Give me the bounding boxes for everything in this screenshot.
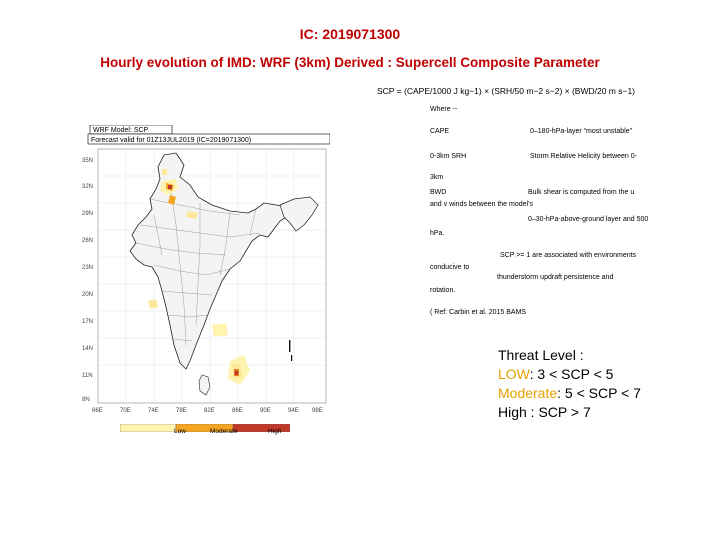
lon-label: 70E (120, 408, 131, 414)
threat-high-label: High (498, 404, 527, 420)
scp-map-svg (80, 125, 330, 415)
colorbar-moderate-label: Moderate (210, 428, 238, 435)
lon-label: 86E (232, 408, 243, 414)
lon-labels (92, 408, 323, 414)
lat-label: 32N (82, 184, 94, 190)
threat-level-block (498, 346, 713, 426)
lat-label: 14N (82, 346, 94, 352)
colorbar (120, 419, 290, 427)
colorbar-high-label: High (268, 428, 282, 435)
threat-moderate-range: : 5 < SCP < 7 (557, 385, 641, 401)
threat-low-range: : 3 < SCP < 5 (529, 366, 614, 382)
scp-map (80, 125, 330, 415)
lat-label: 11N (82, 373, 93, 379)
bwd-term: BWD (430, 189, 447, 196)
lat-label: 29N (82, 211, 94, 217)
reference: ( Ref: Carbin et al. 2015 BAMS (430, 309, 527, 316)
threat-high-range: : SCP > 7 (526, 404, 591, 420)
bwd-desc: Bulk shear is computed from the u (528, 189, 635, 196)
main-title: Hourly evolution of IMD: WRF (3km) Derived : Supercell Composite Parameter (100, 55, 600, 70)
lon-label: 82E (204, 408, 215, 414)
lat-label: 8N (82, 397, 90, 403)
scp-note-line3: thunderstorm updraft persistence and (497, 274, 614, 281)
lon-label: 78E (176, 408, 187, 414)
bwd-line4: hPa. (430, 230, 445, 237)
scp-note-line2: conducive to (430, 264, 470, 271)
lon-label: 94E (288, 408, 299, 414)
scp-formula: SCP = (CAPE/1000 J kg−1) × (SRH/50 m−2 s−2) × (BWD/20 m s−1) (377, 86, 636, 96)
ic-title: IC: 2019071300 (299, 26, 401, 42)
colorbar-low-label: Low (174, 428, 186, 435)
threat-low (498, 365, 613, 383)
forecast-label: Forecast valid for 01Z13JUL2019 (IC=2019071300) (91, 137, 252, 144)
colorbar-svg (120, 424, 290, 432)
scp-note-line1: SCP >= 1 are associated with environments (500, 252, 637, 259)
scp-note-line4: rotation. (430, 287, 456, 294)
lat-label: 35N (82, 158, 94, 164)
lat-label: 26N (82, 238, 94, 244)
lon-label: 74E (148, 408, 159, 414)
lat-label: 20N (82, 292, 94, 298)
lat-label: 23N (82, 265, 94, 271)
lat-labels (82, 158, 93, 403)
lon-label: 98E (312, 408, 323, 414)
srh-term: 0-3km SRH (430, 153, 467, 160)
srh-desc: Storm Relative Helicity between 0- (530, 153, 637, 160)
lon-label: 90E (260, 408, 271, 414)
model-label: WRF Model: SCP (93, 127, 149, 134)
cape-desc: 0–180-hPa-layer “most unstable” (530, 128, 632, 135)
where-label: Where -- (430, 106, 458, 113)
lon-label: 66E (92, 408, 103, 414)
bwd-line2: and v winds between the model’s (430, 201, 533, 208)
threat-moderate (498, 384, 641, 402)
threat-moderate-label: Moderate (498, 385, 558, 401)
cape-term: CAPE (430, 128, 450, 135)
threat-high (498, 403, 591, 421)
bwd-line3: 0–30-hPa-above-ground layer and 500 (528, 216, 649, 223)
threat-low-label: LOW (498, 366, 530, 382)
lat-label: 17N (82, 319, 94, 325)
threat-heading: Threat Level : (498, 347, 584, 363)
srh-cont: 3km (430, 174, 444, 181)
